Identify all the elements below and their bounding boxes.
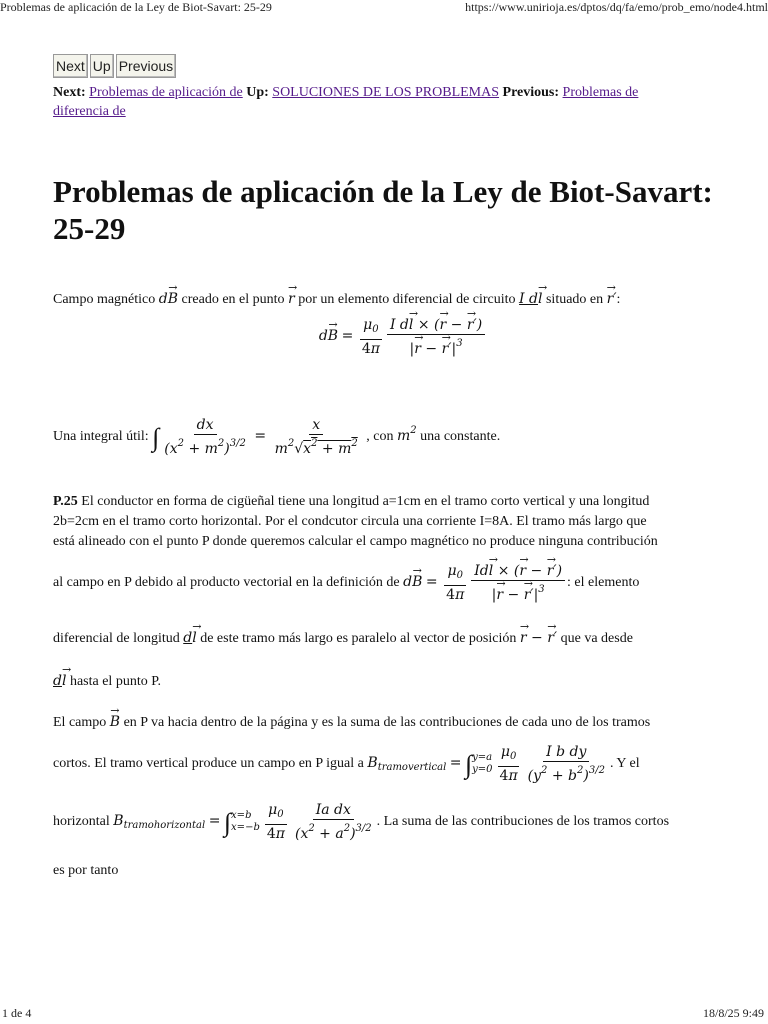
integral-text-2: , con	[366, 429, 394, 445]
title-line-2: 25-29	[53, 211, 126, 246]
p25-line-1: El conductor en forma de cigüeñal tiene una longitud a=1cm en el tramo corto vertical y una longitud	[77, 494, 650, 509]
campo-line-2: cortos. El tramo vertical produce un campo en P igual a $B_{tramovertical}$ = ∫ y=a y=0 $\frac{\mu_0}{4\pi}$ $\frac{\text{I b dy}}{(y^2 + b^2)^{3/2}}$ . Y el	[53, 744, 640, 784]
intro-text-3: por un elemento diferencial de circuito	[298, 292, 516, 307]
print-title: Problemas de aplicación de la Ley de Biot-Savart: 25-29	[0, 0, 272, 14]
previous-link-cont[interactable]: diferencia de	[53, 104, 126, 119]
nav-buttons	[53, 54, 713, 78]
r-prime-symbol: → r′	[607, 291, 617, 307]
previous-button[interactable]: Previous	[116, 54, 176, 78]
up-label: Up:	[246, 85, 269, 100]
p25-line-3: está alineado con el punto P donde queremos calcular el campo magnético no produce ninguna contribución	[53, 534, 658, 549]
intro-text-1: Campo magnético	[53, 292, 156, 307]
page-count: 1 de 4	[2, 1006, 32, 1020]
p25-line-2: 2b=2cm en el tramo corto horizontal. Por el condcutor circula una corriente I=8A. El tramo más largo que	[53, 514, 647, 529]
title-line-1: Problemas de aplicación de la Ley de Biot-Savart:	[53, 174, 713, 209]
print-footer	[0, 1006, 768, 1024]
p25-line-4: al campo en P debido al producto vectorial en la definición de d→ B = $\frac{\mu_0}{4\pi}$ $\frac{Id\to l \times (\to r - \to r')}{|\to r - \to r'|^3}$ : el elemento	[53, 562, 713, 604]
page-content	[53, 54, 713, 881]
next-link[interactable]: Problemas de aplicación de	[89, 85, 243, 100]
intro-colon: :	[616, 292, 621, 307]
previous-link[interactable]: Problemas de	[562, 85, 639, 100]
integral-text-3: una constante.	[420, 429, 501, 445]
print-url: https://www.unirioja.es/dptos/dq/fa/emo/prob_emo/node4.html	[465, 0, 768, 14]
next-label: Next:	[53, 85, 86, 100]
next-button[interactable]: Next	[53, 54, 88, 78]
previous-label: Previous:	[502, 85, 560, 100]
up-button[interactable]: Up	[90, 54, 114, 78]
integral-paragraph: Una integral útil: ∫ $\frac{dx}{(x^2 + m^2)^{3/2}}$ = $\frac{x}{m^2√x^2 + m^2}$ , con $m^2$ una constante.	[53, 417, 501, 457]
intro-paragraph	[53, 289, 713, 310]
p25-paragraph	[53, 492, 713, 692]
intro-text-4: situado en	[545, 292, 604, 307]
campo-paragraph: El campo → B en P va hacia dentro de la página y es la suma de las contribuciones de cada uno de los tramos cortos. El tramo vertical produce un campo en P igual a $B_{tramovertical}$ = ∫ y=a y=0 $\frac{\mu_0}{4\pi}$ $\frac{\text{I b dy}}{(y^2 + b^2)^{3/2}}$ . Y el horizontal $B_{tramohorizontal}$ = ∫ x=b x=−b $\frac{\mu_0}{4\pi}$ $\frac{\text{Ia dx}}{(x^2 + a^2)^{3/2}}$ . La suma de las contribuciones de los tramos cortos es por tanto	[53, 712, 713, 881]
intro-text-2: creado en el punto	[181, 292, 285, 307]
campo-line-4: es por tanto	[53, 863, 119, 878]
r-symbol: → r	[288, 291, 295, 307]
p25-line-5: diferencial de longitud d→ l de este tramo más largo es paralelo al vector de posición → r − → r′ que va desde	[53, 628, 713, 649]
integral-text-1: Una integral útil:	[53, 429, 149, 445]
p25-label: P.25	[53, 494, 78, 509]
up-link[interactable]: SOLUCIONES DE LOS PROBLEMAS	[272, 85, 500, 100]
p25-line-6: d→ l hasta el punto P.	[53, 671, 713, 692]
dB-symbol: d→ B	[159, 291, 178, 307]
page-title	[53, 173, 713, 247]
Idl-symbol: I d→ l	[519, 291, 542, 307]
nav-links	[53, 83, 713, 121]
print-datetime: 18/8/25 9:49	[702, 1006, 764, 1020]
campo-line-3: horizontal $B_{tramohorizontal}$ = ∫ x=b x=−b $\frac{\mu_0}{4\pi}$ $\frac{\text{Ia dx}}{(x^2 + a^2)^{3/2}}$ . La suma de las contribuciones de los tramos cortos	[53, 802, 670, 842]
biot-savart-equation: d→ B = $\frac{\mu_0}{4\pi}$ $\frac{\text{I d→ l × (→ r − → r′)}}{|\to r - \to r'|^3}$	[53, 316, 713, 358]
print-header	[0, 0, 768, 16]
